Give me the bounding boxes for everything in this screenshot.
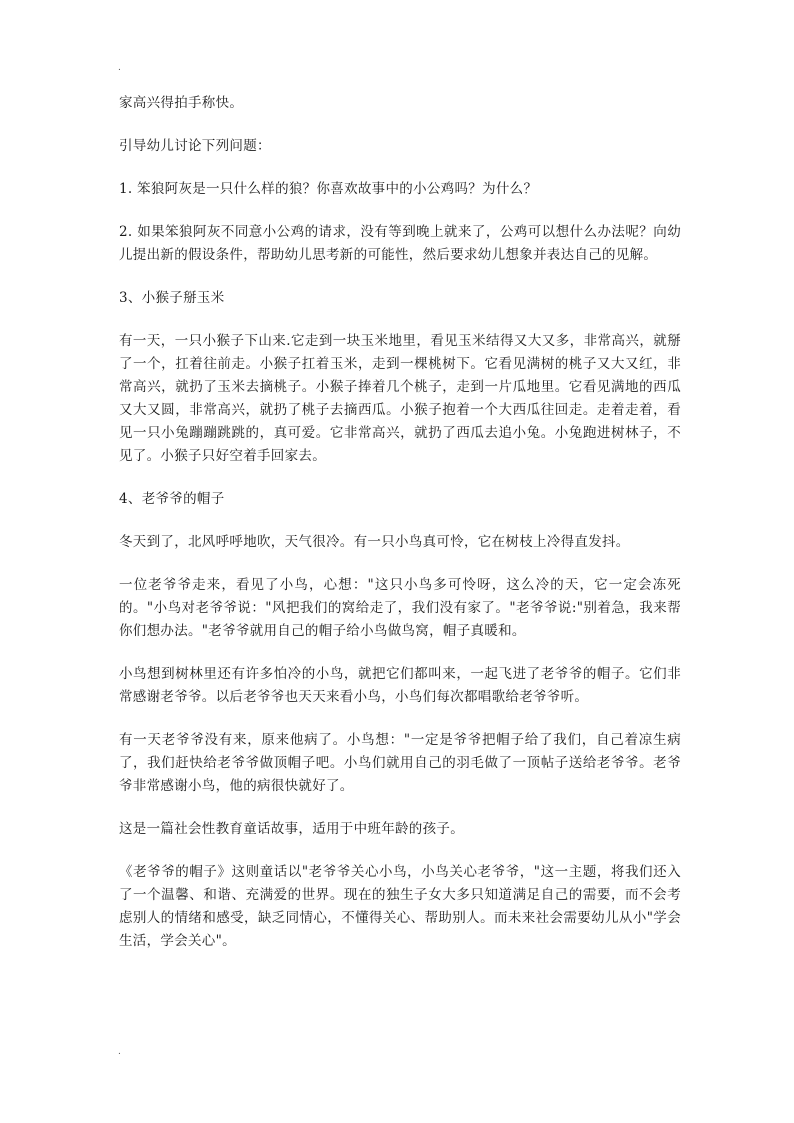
- paragraph-hat-1: 冬天到了，北风呼呼地吹，天气很冷。有一只小鸟真可怜，它在树枝上冷得直发抖。: [119, 534, 630, 550]
- paragraph-discussion-intro: 引导幼儿讨论下列问题：: [119, 138, 271, 154]
- paragraph-hat-4: 有一天老爷爷没有来，原来他病了。小鸟想："一定是爷爷把帽子给了我们，自己着凉生病了，我们赶快给老爷爷做顶帽子吧。小鸟们就用自己的羽毛做了一顶帖子送给老爷爷。老爷爷非常感谢小鸟，他的病很快就好了。: [119, 732, 681, 794]
- section-heading-hat: 4、老爷爷的帽子: [119, 491, 225, 507]
- paragraph-analysis: 《老爷爷的帽子》这则童话以"老爷爷关心小鸟，小鸟关心老爷爷，"这一主题，将我们还入了一个温馨、和谐、充满爱的世界。现在的独生子女大多只知道满足自己的需要，而不会考虑别人的情绪和感受，缺乏同情心，不懂得关心、帮助别人。而未来社会需要幼儿从小"学会生活，学会关心"。: [119, 864, 681, 949]
- paragraph-continuation: 家高兴得拍手称快。: [119, 95, 244, 111]
- paragraph-hat-3: 小鸟想到树林里还有许多怕冷的小鸟，就把它们都叫来，一起飞进了老爷爷的帽子。它们非常感谢老爷爷。以后老爷爷也天天来看小鸟，小鸟们每次都唱歌给老爷爷听。: [119, 666, 681, 705]
- header-mark: .: [118, 63, 121, 73]
- footer-mark: .: [118, 1047, 121, 1057]
- document-body: [119, 92, 681, 973]
- paragraph-hat-2: 一位老爷爷走来，看见了小鸟，心想："这只小鸟多可怜呀，这么冷的天，它一定会冻死的。"小鸟对老爷爷说："风把我们的窝给走了，我们没有家了。"老爷爷说:"别着急，我来帮你们想办法。"老爷爷就用自己的帽子给小鸟做鸟窝，帽子真暖和。: [119, 577, 681, 639]
- section-heading-monkey: 3、小猴子掰玉米: [119, 290, 225, 306]
- paragraph-question-2: 2. 如果笨狼阿灰不同意小公鸡的请求，没有等到晚上就来了，公鸡可以想什么办法呢？向幼儿提出新的假设条件，帮助幼儿思考新的可能性，然后要求幼儿想象并表达自己的见解。: [119, 224, 681, 263]
- paragraph-monkey-story: 有一天，一只小猴子下山来.它走到一块玉米地里，看见玉米结得又大又多，非常高兴，就掰了一个，扛着往前走。小猴子扛着玉米，走到一棵桃树下。它看见满树的桃子又大又红，非常高兴，就扔了玉米去摘桃子。小猴子捧着几个桃子，走到一片瓜地里。它看见满地的西瓜又大又圆，非常高兴，就扔了桃子去摘西瓜。小猴子抱着一个大西瓜往回走。走着走着，看见一只小兔蹦蹦跳跳的，真可爱。它非常高兴，就扔了西瓜去追小兔。小兔跑进树林子，不见了。小猴子只好空着手回家去。: [119, 333, 681, 464]
- paragraph-question-1: 1. 笨狼阿灰是一只什么样的狼？你喜欢故事中的小公鸡吗？为什么？: [119, 181, 538, 197]
- paragraph-story-type: 这是一篇社会性教育童话故事，适用于中班年龄的孩子。: [119, 821, 464, 837]
